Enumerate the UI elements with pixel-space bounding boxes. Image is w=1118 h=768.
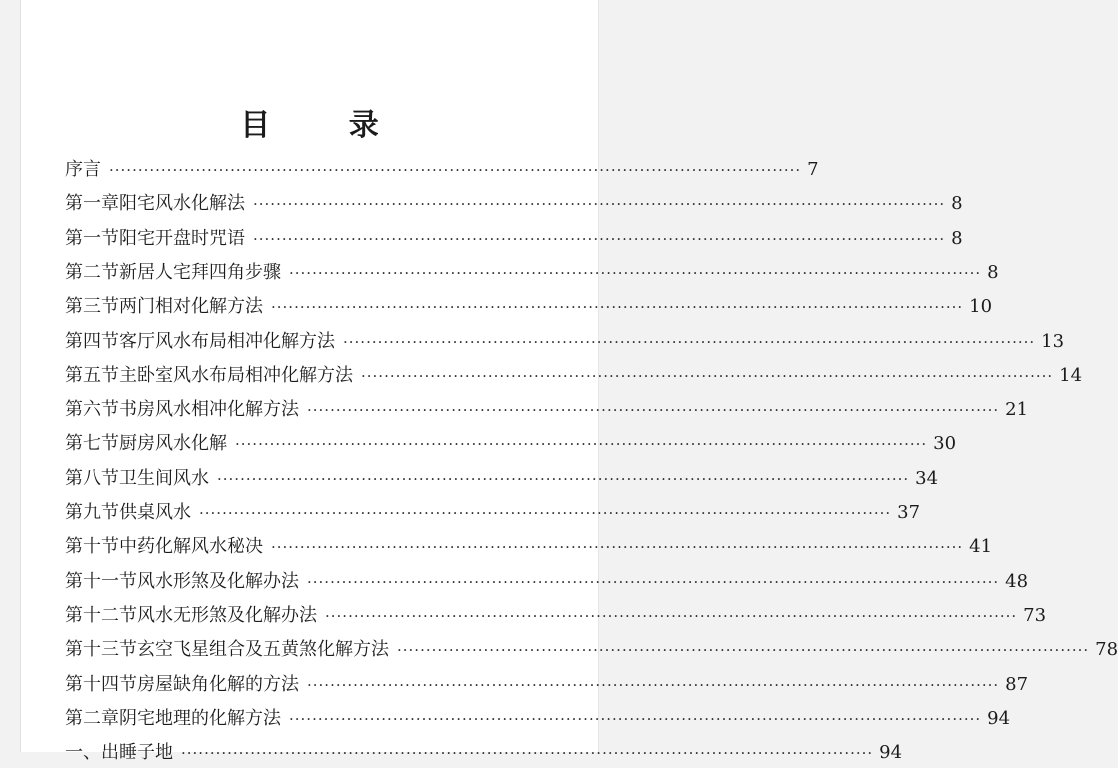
toc-entry [65, 738, 903, 768]
toc-entry-label: 第一节 [65, 227, 119, 249]
leader-dots: ························································································································ [199, 504, 892, 522]
toc-entry-page: 30 [933, 433, 957, 455]
toc-entry [65, 498, 921, 528]
toc-entry-title: 卫生间风水 [119, 467, 209, 489]
toc-entry-title: 阴宅地理的化解方法 [119, 707, 281, 729]
toc-entry-label: 第七节 [65, 433, 119, 455]
toc-entry [65, 155, 819, 185]
leader-dots: ························································································································ [109, 161, 802, 179]
toc-entry-label: 第四节 [65, 330, 119, 352]
leader-dots: ························································································································ [361, 366, 1054, 385]
toc-entry-label: 第六节 [65, 399, 119, 421]
toc-entry-page: 87 [1005, 673, 1029, 695]
toc-entry-label: 第十节 [65, 536, 119, 558]
toc-entry [65, 189, 963, 219]
toc-entry [65, 292, 993, 322]
toc-entry-page: 78 [1095, 639, 1118, 661]
leader-dots: ························································································································ [253, 195, 946, 214]
toc-entry [65, 224, 963, 254]
toc-entry-page: 8 [951, 193, 963, 215]
leader-dots: ························································································································ [289, 709, 982, 728]
toc-entry-page: 8 [987, 261, 999, 283]
toc-entry [65, 704, 1011, 734]
toc-entry-title: 中药化解风水秘决 [119, 536, 263, 558]
toc-entry-label: 一、出睡子地 [65, 742, 173, 764]
toc-entry-label: 序言 [65, 159, 101, 180]
toc-entry-title: 厨房风水化解 [119, 433, 227, 455]
toc-entry-page: 48 [1005, 570, 1029, 592]
leader-dots: ························································································································ [343, 332, 1036, 351]
toc-entry-label: 第九节 [65, 502, 119, 523]
toc-entry-title: 房屋缺角化解的方法 [137, 673, 299, 695]
toc-entry-page: 41 [969, 536, 993, 558]
leader-dots: ························································································································ [253, 229, 946, 248]
toc-entry-page: 10 [969, 296, 993, 318]
toc-entry-label: 第三节 [65, 296, 119, 318]
toc-entry-title: 玄空飞星组合及五黄煞化解方法 [137, 639, 389, 661]
toc-entry-title: 主卧室风水布局相冲化解方法 [119, 364, 353, 386]
leader-dots: ························································································································ [307, 401, 1000, 420]
toc-entry-title: 阳宅开盘时咒语 [119, 227, 245, 249]
toc-entry-page: 37 [897, 502, 921, 523]
toc-entry-label: 第十四节 [65, 673, 137, 695]
leader-dots: ························································································································ [397, 641, 1090, 660]
leader-dots: ························································································································ [307, 675, 1000, 694]
page-title: 目 录 [240, 108, 413, 143]
toc-entry-title: 客厅风水布局相冲化解方法 [119, 330, 335, 352]
leader-dots: ························································································································ [271, 298, 964, 317]
toc-entry-page: 8 [951, 227, 963, 249]
toc-entry-page: 73 [1023, 604, 1047, 626]
toc-entry-page: 34 [915, 467, 939, 489]
toc-entry-title: 供桌风水 [119, 502, 191, 523]
toc-entry-label: 第二节 [65, 261, 119, 283]
toc-entry-label: 第一章 [65, 193, 119, 215]
toc-entry-page: 21 [1005, 399, 1029, 421]
toc-entry [65, 670, 1029, 700]
leader-dots: ························································································································ [307, 572, 1000, 591]
toc-entry-title: 两门相对化解方法 [119, 296, 263, 318]
leader-dots: ························································································································ [181, 744, 874, 763]
toc-entry-title: 新居人宅拜四角步骤 [119, 261, 281, 283]
toc-entry [65, 567, 1029, 597]
toc-entry [65, 327, 1065, 357]
leader-dots: ························································································································ [217, 469, 910, 488]
leader-dots: ························································································································ [289, 263, 982, 282]
toc-entry-label: 第八节 [65, 467, 119, 489]
leader-dots: ························································································································ [325, 606, 1018, 625]
toc-entry-title: 风水形煞及化解办法 [137, 570, 299, 592]
toc-entry-title: 风水无形煞及化解办法 [137, 604, 317, 626]
toc-entry [65, 258, 999, 288]
toc-entry [65, 361, 1083, 391]
toc-entry-label: 第五节 [65, 364, 119, 386]
toc-entry [65, 395, 1029, 425]
toc-entry-title: 书房风水相冲化解方法 [119, 399, 299, 421]
document-page [20, 0, 1118, 764]
leader-dots: ························································································································ [235, 435, 928, 454]
toc-entry-label: 第二章 [65, 707, 119, 729]
toc-entry [65, 429, 957, 459]
toc-entry-page: 94 [987, 707, 1011, 729]
toc-entry-label: 第十一节 [65, 570, 137, 592]
toc-entry-page: 13 [1041, 330, 1065, 352]
toc-entry-label: 第十三节 [65, 639, 137, 661]
toc-entry-page: 94 [879, 742, 903, 764]
toc-entry-page: 14 [1059, 364, 1083, 386]
toc-entry [65, 532, 993, 562]
toc-entry [65, 601, 1047, 631]
toc-entry [65, 464, 939, 494]
toc-entry [65, 635, 1118, 665]
leader-dots: ························································································································ [271, 538, 964, 557]
toc-entry-title: 阳宅风水化解法 [119, 193, 245, 215]
toc-entry-page: 7 [807, 159, 819, 180]
toc-entry-label: 第十二节 [65, 604, 137, 626]
